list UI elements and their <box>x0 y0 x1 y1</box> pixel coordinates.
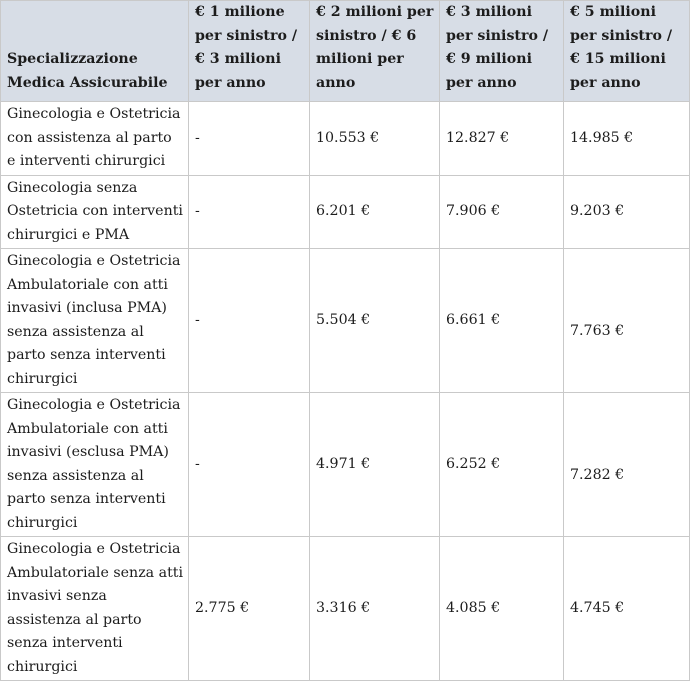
table-row <box>1 102 690 176</box>
table-row <box>1 249 690 393</box>
value-text: 7.282 € <box>570 466 625 483</box>
header-coverage-1m: € 1 milione per sinistro / € 3 milioni per anno <box>189 1 310 102</box>
value-cell: 12.827 € <box>440 102 564 176</box>
value-cell: 6.201 € <box>310 175 440 249</box>
value-cell: 5.504 € <box>310 249 440 393</box>
specialty-cell: Ginecologia e Ostetricia Ambulatoriale con atti invasivi (esclusa PMA) senza assistenza al parto senza interventi chirurgici <box>1 393 189 537</box>
table-row <box>1 537 690 681</box>
value-cell: - <box>189 393 310 537</box>
value-cell: 4.971 € <box>310 393 440 537</box>
header-coverage-5m: € 5 milioni per sinistro / € 15 milioni per anno <box>564 1 690 102</box>
value-cell: 6.661 € <box>440 249 564 393</box>
value-cell: - <box>189 175 310 249</box>
value-cell: 9.203 € <box>564 175 690 249</box>
specialty-cell: Ginecologia e Ostetricia con assistenza al parto e interventi chirurgici <box>1 102 189 176</box>
value-cell: - <box>189 102 310 176</box>
value-cell: - <box>189 249 310 393</box>
table-row <box>1 393 690 537</box>
value-cell: 14.985 € <box>564 102 690 176</box>
value-cell: 4.745 € <box>564 537 690 681</box>
specialty-cell: Ginecologia e Ostetricia Ambulatoriale senza atti invasivi senza assistenza al parto senza interventi chirurgici <box>1 537 189 681</box>
table-row <box>1 175 690 249</box>
value-cell: 2.775 € <box>189 537 310 681</box>
table-body <box>1 102 690 681</box>
value-cell: 10.553 € <box>310 102 440 176</box>
value-cell: 4.085 € <box>440 537 564 681</box>
value-text: 7.763 € <box>570 322 625 339</box>
specialty-cell: Ginecologia senza Ostetricia con interventi chirurgici e PMA <box>1 175 189 249</box>
value-cell: 3.316 € <box>310 537 440 681</box>
header-coverage-2m: € 2 milioni per sinistro / € 6 milioni per anno <box>310 1 440 102</box>
header-specialty: Specializzazione Medica Assicurabile <box>1 1 189 102</box>
table-header <box>1 1 690 102</box>
value-cell: 6.252 € <box>440 393 564 537</box>
header-coverage-3m: € 3 milioni per sinistro / € 9 milioni per anno <box>440 1 564 102</box>
header-row <box>1 1 690 102</box>
specialty-cell: Ginecologia e Ostetricia Ambulatoriale con atti invasivi (inclusa PMA) senza assistenza al parto senza interventi chirurgici <box>1 249 189 393</box>
value-cell <box>564 249 690 393</box>
value-cell <box>564 393 690 537</box>
value-cell: 7.906 € <box>440 175 564 249</box>
